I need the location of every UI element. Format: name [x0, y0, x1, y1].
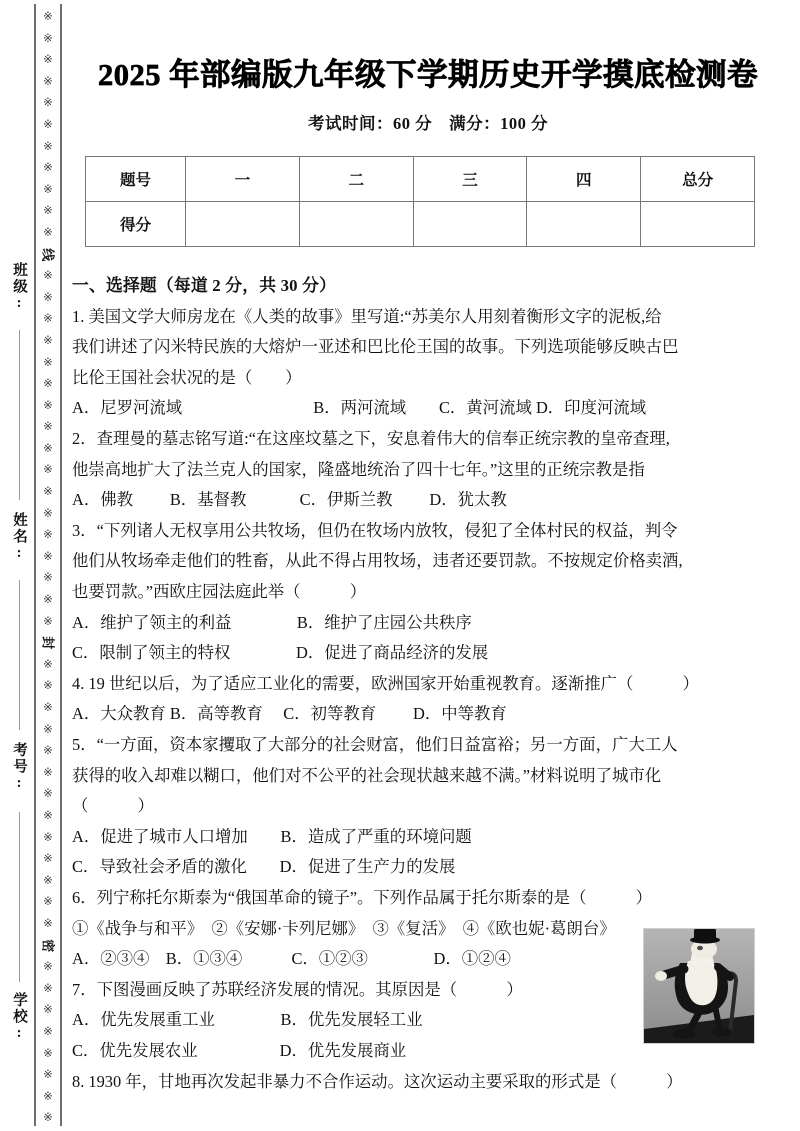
question-2-stem-line-0: 2．查理曼的墓志铭写道:“在这座坟墓之下，安息着伟大的信奉正统宗教的皇帝查理,	[72, 429, 670, 449]
seal-mark-15: ※	[43, 332, 53, 347]
seal-rule-inner	[60, 4, 62, 1126]
score-cell-1[interactable]	[299, 202, 413, 247]
question-7-options-line-0[interactable]: A．优先发展重工业 B．优先发展轻工业	[72, 1010, 423, 1030]
vertical-divider-1	[19, 330, 20, 500]
exam-subtitle: 考试时间：60 分 满分：100 分	[308, 114, 548, 134]
section-heading-choice: 一、选择题（每道 2 分，共 30 分）	[72, 276, 337, 296]
seal-mark-4: ※	[43, 95, 53, 110]
question-3-options-line-1[interactable]: C．限制了领主的特权 D．促进了商品经济的发展	[72, 643, 489, 663]
question-5-options-line-1[interactable]: C．导致社会矛盾的激化 D．促进了生产力的发展	[72, 857, 456, 877]
question-5-stem-line-0: 5．“一方面，资本家攫取了大部分的社会财富，他们日益富裕；另一方面，广大工人	[72, 734, 678, 754]
seal-mark-25: ※	[43, 548, 53, 563]
soviet-economy-cartoon-image	[643, 928, 755, 1044]
seal-mark-33: ※	[43, 721, 53, 736]
question-5-options-line-0[interactable]: A．促进了城市人口增加 B．造成了严重的环境问题	[72, 826, 472, 846]
score-table-row-label-0: 题号	[86, 157, 186, 202]
seal-mark-7: ※	[43, 160, 53, 175]
score-table	[85, 156, 755, 247]
question-6-options-line-0[interactable]: A．②③④ B．①③④ C．①②③ D．①②④	[72, 949, 511, 969]
score-table-col-4: 总分	[641, 157, 755, 202]
seal-mark-10: ※	[43, 224, 53, 239]
seal-mark-19: ※	[43, 419, 53, 434]
question-3-stem-line-2: 也要罚款。”西欧庄园法庭此举（ ）	[72, 582, 367, 601]
cartoon-figure	[644, 929, 754, 1043]
table-row-score	[86, 202, 755, 247]
seal-mark-22: ※	[43, 484, 53, 499]
seal-mark-49: ※	[43, 1067, 53, 1082]
seal-margin	[0, 0, 62, 1131]
question-3	[72, 516, 782, 669]
score-cell-3[interactable]	[527, 202, 641, 247]
seal-mark-6: ※	[43, 138, 53, 153]
question-7-options-line-1[interactable]: C．优先发展农业 D．优先发展商业	[72, 1040, 407, 1060]
seal-mark-21: ※	[43, 462, 53, 477]
seal-mark-17: ※	[43, 376, 53, 391]
seal-mark-36: ※	[43, 786, 53, 801]
question-1	[72, 302, 782, 424]
seal-mark-12: ※	[43, 268, 53, 283]
score-table-col-2: 三	[413, 157, 527, 202]
seal-mark-42: ※	[43, 915, 53, 930]
seal-mark-27: ※	[43, 592, 53, 607]
seal-mark-16: ※	[43, 354, 53, 369]
seal-mark-34: ※	[43, 743, 53, 758]
question-8-stem-line-0: 8. 1930 年，甘地再次发起非暴力不合作运动。这次运动主要采取的形式是（ ）	[72, 1071, 683, 1091]
score-table-col-3: 四	[527, 157, 641, 202]
vertical-divider-2	[19, 580, 20, 730]
question-3-stem-line-1: 他们从牧场牵走他们的牲畜，从此不得占用牧场，违者还要罚款。不按规定价格卖酒,	[72, 551, 683, 571]
seal-mark-32: ※	[43, 700, 53, 714]
seal-mark-0: ※	[43, 9, 53, 23]
question-3-stem-line-0: 3．“下列诸人无权享用公共牧场，但仍在牧场内放牧，侵犯了全体村民的权益，判令	[72, 520, 678, 540]
seal-mark-2: ※	[43, 52, 53, 67]
seal-mark-30: ※	[43, 656, 53, 671]
seal-mark-39: ※	[43, 851, 53, 866]
question-4-stem-line-0: 4. 19 世纪以后，为了适应工业化的需要，欧洲国家开始重视教育。逐渐推广（ ）	[72, 673, 699, 693]
page-title: 2025 年部编版九年级下学期历史开学摸底检测卷	[97, 58, 759, 92]
question-3-options-line-0[interactable]: A．维护了领主的利益 B．维护了庄园公共秩序	[72, 612, 472, 632]
seal-mark-35: ※	[43, 764, 53, 779]
score-table-col-1: 二	[299, 157, 413, 202]
seal-mark-24: ※	[43, 527, 53, 542]
vertical-label-class: 班级:	[11, 262, 27, 313]
seal-mark-column	[36, 6, 60, 1124]
question-7-stem-line-0: 7．下图漫画反映了苏联经济发展的情况。其原因是（ ）	[72, 979, 523, 999]
seal-mark-26: ※	[43, 570, 53, 585]
seal-mark-28: ※	[43, 613, 53, 628]
score-cell-4[interactable]	[641, 202, 755, 247]
question-2-options-line-0[interactable]: A．佛教 B．基督教 C．伊斯兰教 D．犹太教	[72, 490, 507, 510]
vertical-label-exam-number: 考号:	[11, 742, 27, 793]
score-cell-0[interactable]	[186, 202, 300, 247]
table-row-header	[86, 157, 755, 202]
seal-mark-51: ※	[43, 1110, 53, 1125]
seal-mark-9: ※	[43, 203, 53, 218]
score-table-col-0: 一	[186, 157, 300, 202]
question-6-stem-line-0: 6．列宁称托尔斯泰为“俄国革命的镜子”。下列作品属于托尔斯泰的是（ ）	[72, 887, 653, 907]
seal-mark-38: ※	[43, 829, 53, 844]
question-1-stem-line-2: 比伦王国社会状况的是（ ）	[72, 367, 302, 387]
seal-mark-50: ※	[43, 1088, 53, 1103]
seal-mark-20: ※	[43, 440, 53, 455]
seal-mark-37: ※	[43, 807, 53, 822]
seal-word-11: 线	[40, 247, 56, 261]
seal-mark-47: ※	[43, 1023, 53, 1038]
seal-mark-8: ※	[43, 181, 53, 196]
seal-mark-40: ※	[43, 872, 53, 887]
score-table-row-label-1: 得分	[86, 202, 186, 247]
seal-mark-1: ※	[43, 30, 53, 45]
seal-mark-31: ※	[43, 678, 53, 693]
question-1-stem-line-1: 我们讲述了闪米特民族的大熔炉一亚述和巴比伦王国的故事。下列选项能够反映古巴	[72, 337, 679, 357]
seal-mark-23: ※	[43, 505, 53, 520]
vertical-divider-3	[19, 812, 20, 982]
seal-mark-41: ※	[43, 894, 53, 909]
seal-mark-45: ※	[43, 980, 53, 995]
question-4	[72, 669, 782, 730]
seal-mark-46: ※	[43, 1002, 53, 1017]
question-2	[72, 424, 782, 516]
vertical-label-name: 姓名:	[11, 512, 27, 563]
paper-content	[72, 0, 784, 1131]
seal-mark-3: ※	[43, 73, 53, 88]
seal-word-43: 密	[40, 938, 56, 952]
seal-mark-44: ※	[43, 959, 53, 974]
seal-mark-48: ※	[43, 1045, 53, 1060]
question-5-stem-line-2: （ ）	[72, 796, 154, 816]
question-1-stem-line-0: 1. 美国文学大师房龙在《人类的故事》里写道:“苏美尔人用刻着衡形文字的泥板,给	[72, 306, 662, 326]
question-6-stem-line-1: ①《战争与和平》 ②《安娜·卡列尼娜》 ③《复活》 ④《欧也妮·葛朗台》	[72, 918, 616, 938]
seal-mark-5: ※	[43, 116, 53, 131]
seal-word-29: 封	[40, 636, 56, 650]
score-cell-2[interactable]	[413, 202, 527, 247]
question-1-options-line-0[interactable]: A．尼罗河流域 B．两河流域 C．黄河流域 D．印度河流域	[72, 398, 647, 418]
seal-mark-18: ※	[43, 397, 53, 412]
question-2-stem-line-1: 他崇高地扩大了法兰克人的国家，隆盛地统治了四十七年。”这里的正统宗教是指	[72, 459, 645, 479]
score-table-body	[86, 157, 755, 247]
seal-mark-13: ※	[43, 289, 53, 304]
question-8	[72, 1067, 782, 1098]
vertical-label-school: 学校:	[11, 992, 27, 1043]
seal-mark-14: ※	[43, 311, 53, 326]
question-5-stem-line-1: 获得的收入却难以糊口，他们对不公平的社会现状越来越不满。”材料说明了城市化	[72, 765, 662, 785]
question-5	[72, 730, 782, 883]
question-4-options-line-0[interactable]: A．大众教育 B．高等教育 C．初等教育 D．中等教育	[72, 704, 507, 724]
